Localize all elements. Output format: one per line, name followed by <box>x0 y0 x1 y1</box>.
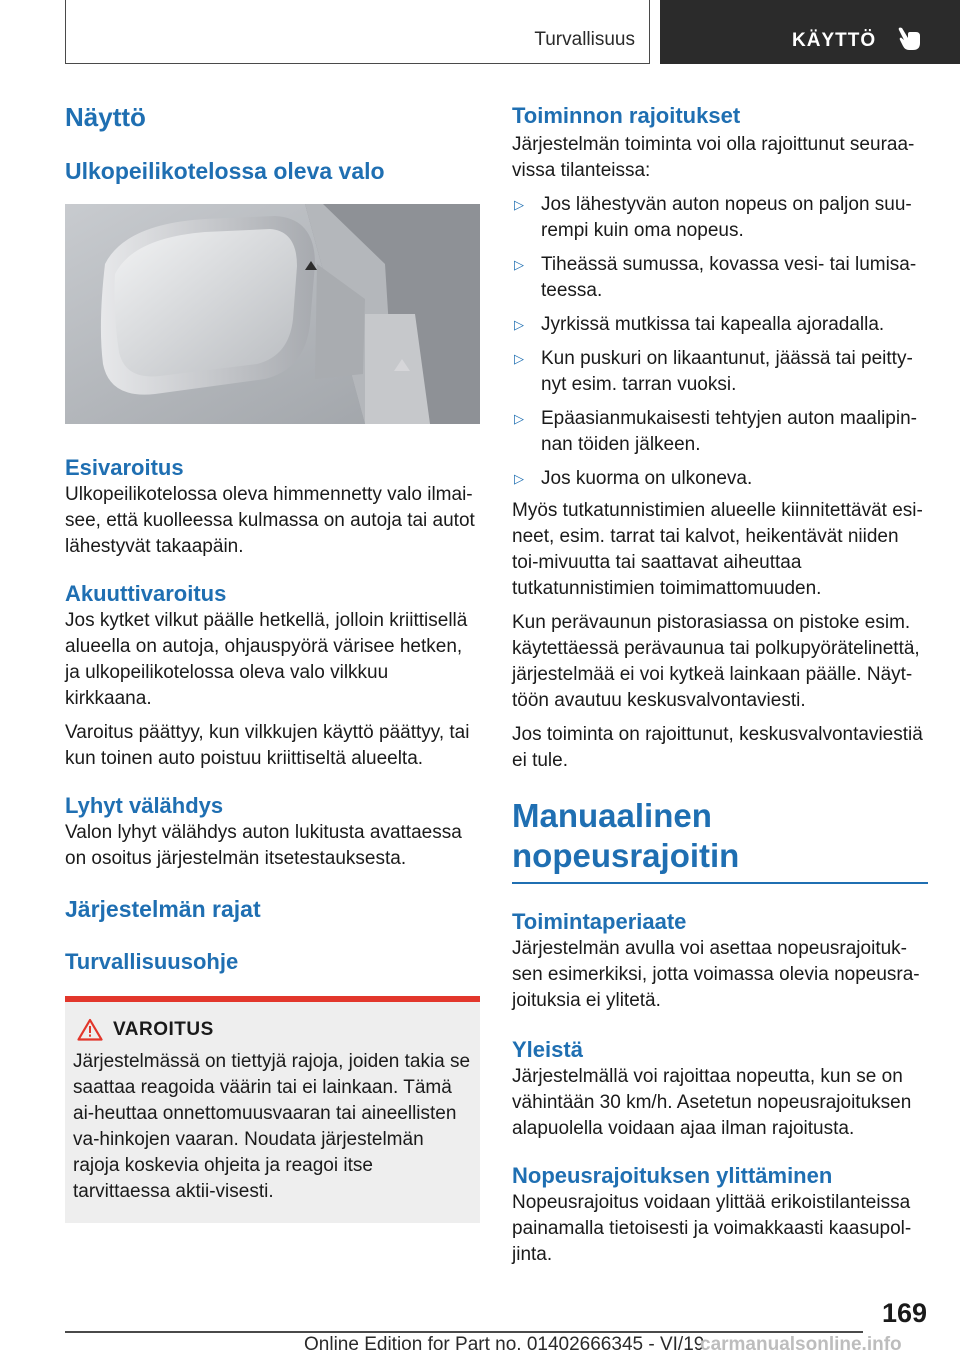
page-number: 169 <box>881 1298 927 1328</box>
text-esivaroitus: Ulkopeilikotelossa oleva himmennetty valo ilmai-see, että kuolleessa kulmassa on autoja tai autot lähestyvät takaapäin. <box>65 484 475 557</box>
header-chapter-tab <box>660 0 960 64</box>
list-item: ▷ Jos kuorma on ulkoneva. <box>512 466 928 492</box>
heading-manuaalinen <box>512 796 928 876</box>
list-item: ▷ Jyrkissä mutkissa tai kapealla ajoradalla. <box>512 312 928 338</box>
list-item: ▷ Tiheässä sumussa, kovassa vesi- tai lumisa-teessa. <box>514 254 917 301</box>
heading-naytto: Näyttö <box>65 102 146 132</box>
text-tutkatunnistimet: Myös tutkatunnistimien alueelle kiinnitettävät esi-neet, esim. tarrat tai kalvot, heikentävät niiden toi-mivuutta tai saattavat aiheuttaa tutkatunnistimien toimimattomuuden. <box>512 500 923 599</box>
header-chapter-title: KÄYTTÖ <box>792 30 877 51</box>
heading-nopeusrajoituksen-ylittaminen: Nopeusrajoituksen ylittäminen <box>512 1163 833 1188</box>
triangle-bullet-icon: ▷ <box>514 197 524 212</box>
warning-text: Järjestelmässä on tiettyjä rajoja, joiden takia se saattaa reagoida väärin tai ei lainkaan. Tämä ai-heuttaa onnettomuusvaaran tai aineellisten va-hinkojen vaaran. Noudata järjestelmän rajoja koskevia ohjeita ja reagoi itse tarvittaessa aktii-visesti. <box>73 1051 471 1202</box>
heading-esivaroitus: Esivaroitus <box>65 455 184 480</box>
footer-watermark: carmanualsonline.info <box>700 1334 902 1355</box>
header-section-title: Turvallisuus <box>534 29 635 50</box>
heading-yleista: Yleistä <box>512 1037 583 1062</box>
heading-akuuttivaroitus: Akuuttivaroitus <box>65 581 227 606</box>
text-rajoittunut: Jos toiminta on rajoittunut, keskusvalvontaviestiä ei tule. <box>512 724 923 771</box>
triangle-bullet-icon: ▷ <box>514 257 524 272</box>
list-item: ▷ Kun puskuri on likaantunut, jäässä tai peitty-nyt esim. tarran vuoksi. <box>514 348 913 395</box>
text-akuuttivaroitus-1: Jos kytket vilkut päälle hetkellä, jolloin kriittisellä alueella on autoja, ohjauspyörä värisee hetken, ja ulkopeilikotelossa oleva valo vilkkuu kirkkaana. <box>65 610 468 709</box>
text-lyhyt-valahdys: Valon lyhyt välähdys auton lukitusta avattaessa on osoitus järjestelmän itsetestauksesta. <box>65 822 462 869</box>
text-akuuttivaroitus-2: Varoitus päättyy, kun vilkkujen käyttö päättyy, tai kun toinen auto poistuu kriittiseltä alueelta. <box>65 722 470 769</box>
list-item: ▷ Jos lähestyvän auton nopeus on paljon suu-rempi kuin oma nopeus. <box>514 194 912 241</box>
heading-jarjestelman-rajat: Järjestelmän rajat <box>65 896 261 922</box>
heading-ulkopeilikotelo: Ulkopeilikotelossa oleva valo <box>65 158 385 184</box>
text-ylittaminen: Nopeusrajoitus voidaan ylittää erikoistilanteissa painamalla tietoisesti ja voimakkaasti kaasupol-jinta. <box>512 1192 912 1265</box>
warning-triangle-icon <box>77 1018 103 1041</box>
text-peravaunu: Kun perävaunun pistorasiassa on pistoke esim. käytettäessä perävaunua tai polkupyörätelinettä, järjestelmää ei voi kytkeä lainkaan päälle. Näyt-töön avautuu keskusvalvontaviesti. <box>512 612 920 711</box>
warning-title: VAROITUS <box>113 1018 214 1040</box>
limitations-list <box>512 192 928 492</box>
triangle-bullet-icon: ▷ <box>514 411 524 426</box>
heading-lyhyt-valahdys: Lyhyt välähdys <box>65 793 224 818</box>
heading-toiminnon-rajoitukset: Toiminnon rajoitukset <box>512 103 741 128</box>
triangle-bullet-icon: ▷ <box>514 471 524 486</box>
header-section-box <box>65 0 650 64</box>
warning-box <box>65 996 480 1223</box>
hand-pointer-icon <box>896 25 924 53</box>
list-item: ▷ Epäasianmukaisesti tehtyjen auton maalipin-nan töiden jälkeen. <box>514 408 917 455</box>
triangle-bullet-icon: ▷ <box>514 317 524 332</box>
section-rule <box>512 882 928 884</box>
text-rajoitukset-intro: Järjestelmän toiminta voi olla rajoittunut seuraa-vissa tilanteissa: <box>512 134 915 181</box>
heading-toimintaperiaate: Toimintaperiaate <box>512 909 687 934</box>
warning-header <box>73 1018 472 1041</box>
left-column <box>65 96 480 1223</box>
triangle-bullet-icon: ▷ <box>514 351 524 366</box>
mirror-photo <box>65 204 480 424</box>
right-column <box>512 96 928 1268</box>
text-yleista: Järjestelmällä voi rajoittaa nopeutta, kun se on vähintään 30 km/h. Asetetun nopeusrajoituksen alapuolella voidaan ajaa ilman rajoitusta. <box>512 1066 912 1139</box>
heading-manuaalinen-line1: Manuaalinen <box>512 797 712 834</box>
heading-manuaalinen-line2: nopeusrajoitin <box>512 837 740 874</box>
footer-rule <box>65 1331 863 1333</box>
footer-edition: Online Edition for Part no. 01402666345 - VI/19 <box>304 1334 705 1355</box>
heading-turvallisuusohje: Turvallisuusohje <box>65 949 239 974</box>
text-toimintaperiaate: Järjestelmän avulla voi asettaa nopeusrajoituk-sen esimerkiksi, jotta voimassa olevia nopeusra-joituksia ei ylitetä. <box>512 938 920 1011</box>
